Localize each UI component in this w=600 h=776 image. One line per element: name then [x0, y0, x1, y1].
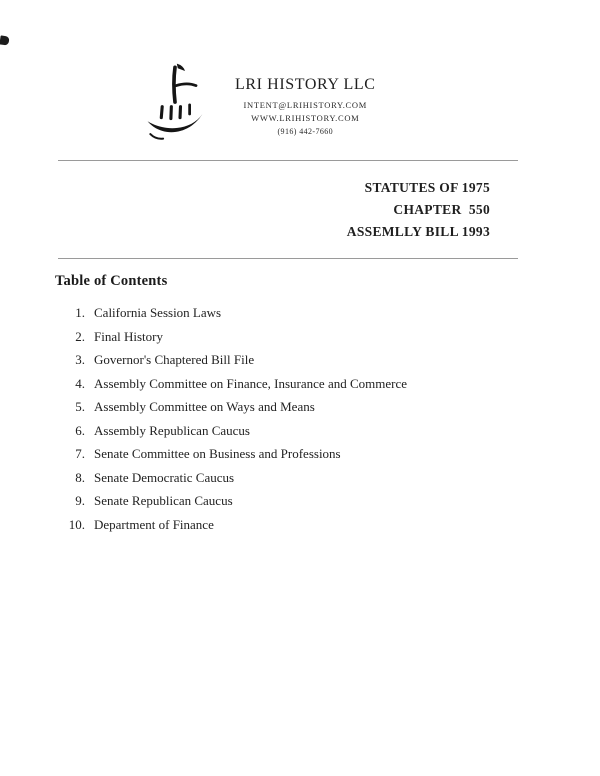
company-website: WWW.LRIHISTORY.COM — [251, 113, 360, 123]
toc-item-label: Assembly Committee on Ways and Means — [94, 399, 315, 414]
toc-item — [55, 518, 407, 533]
toc-item-number: 5. — [75, 399, 85, 414]
toc-item — [55, 424, 407, 439]
toc-item-number: 7. — [75, 446, 85, 461]
toc-item — [55, 353, 407, 368]
toc-item — [55, 330, 407, 345]
toc-item — [55, 306, 407, 321]
toc-item-label: Final History — [94, 328, 163, 344]
toc-item-label: Senate Committee on Business and Professions — [94, 446, 341, 461]
toc-item-label: Senate Republican Caucus — [94, 493, 233, 508]
toc-item-number: 4. — [75, 375, 85, 391]
toc-item-number: 8. — [75, 469, 85, 485]
toc-item-label: Assembly Committee on Finance, Insurance and Commerce — [94, 375, 408, 391]
toc-item-number: 9. — [75, 493, 85, 508]
chapter-line: CHAPTER 550 — [393, 202, 490, 217]
company-phone: (916) 442-7660 — [277, 127, 334, 136]
toc-item-label: Governor's Chaptered Bill File — [94, 352, 255, 367]
toc-item — [55, 471, 407, 486]
toc-item-label: Department of Finance — [94, 516, 214, 532]
toc-item-label: Senate Democratic Caucus — [94, 469, 235, 485]
toc-item — [55, 377, 407, 392]
statutes-line: STATUTES OF 1975 — [364, 180, 490, 195]
toc-item-number: 6. — [75, 422, 85, 438]
toc-list — [55, 306, 407, 541]
divider-bottom — [58, 258, 518, 259]
company-email: INTENT@LRIHISTORY.COM — [243, 100, 368, 110]
letterhead-text — [235, 60, 376, 138]
letterhead — [143, 60, 376, 146]
toc-item — [55, 400, 407, 415]
calligraphy-logo-icon — [143, 60, 207, 146]
company-name: LRI HISTORY LLC — [235, 76, 376, 93]
toc-item — [55, 494, 407, 509]
toc-title: Table of Contents — [55, 273, 168, 289]
toc-item-number: 3. — [75, 352, 85, 367]
toc-item-number: 2. — [75, 328, 85, 344]
toc-item-label: California Session Laws — [94, 305, 222, 320]
toc-item-label: Assembly Republican Caucus — [94, 422, 250, 438]
divider-top — [58, 160, 518, 161]
toc-item — [55, 447, 407, 462]
toc-item-number: 1. — [75, 305, 85, 320]
statute-reference-block — [347, 177, 490, 243]
scan-artifact — [0, 35, 10, 45]
bill-line: ASSEMLLY BILL 1993 — [346, 224, 490, 239]
toc-item-number: 10. — [68, 516, 85, 532]
